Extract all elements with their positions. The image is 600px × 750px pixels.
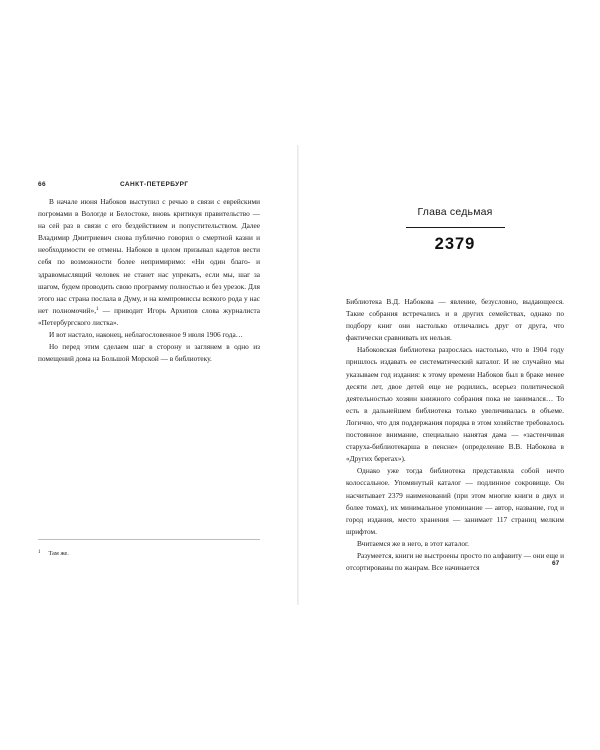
chapter-rule xyxy=(406,227,505,228)
paragraph: И вот настало, наконец, неблагословенное 9 июля 1906 года… xyxy=(49,330,243,340)
running-header xyxy=(38,181,288,193)
footnote xyxy=(38,548,260,558)
paragraph: Библиотека В.Д. Набокова — явление, безусловно, выдающееся. Такие собрания встречались и в других семействах, однако по подбору книг они настолько отличались друг от друга, что фактически сравнивать их нельзя. xyxy=(346,297,564,343)
running-head-title: САНКТ-ПЕТЕРБУРГ xyxy=(120,181,189,188)
paragraph: Набоковская библиотека разрослась настолько, что в 1904 году пришлось издавать ее систематический каталог. И не случайно мы указываем год издания: к этому времени Набоков был в браке менее десяти лет, двое детей еще не родились, всерьез политической деятельностью хозяин книжного собрания пока не занимался… То есть в дальнейшем библиотека только увеличивалась в объеме. Логично, что для поддержания порядка в этом хозяйстве требовалось постоянное внимание, специально нанятая дама — «застенчивая старуха-библиотекарша в пенсне» (определение В.В. Набокова в «Других берегах»). xyxy=(346,345,564,464)
paragraph: Вчитаемся же в него, в этот каталог. xyxy=(357,538,469,548)
paragraph: Но перед этим сделаем шаг в сторону и заглянем в одно из помещений дома на Большой Морской — в библиотеку. xyxy=(38,342,260,364)
footnote-text: Там же. xyxy=(48,550,69,557)
footnote-divider xyxy=(38,539,260,540)
left-page-number: 66 xyxy=(38,181,47,188)
paragraph: Разумеется, книги не выстроены просто по алфавиту — они еще и отсортированы по жанрам. Все начинается xyxy=(346,550,564,573)
paragraph: Однако уже тогда библиотека представляла собой нечто колоссальное. Упомянутый каталог — подлинное сокровище. Он насчитывает 2379 наименований (при этом многие книги в двух и более томах), их минимальное упоминание — автор, название, год и город издания, место хранения — занимает 117 страниц мелким шрифтом. xyxy=(346,466,564,536)
paragraph: В начале июня Набоков выступил с речью в связи с еврейскими погромами в Вологде и Белостоке, вновь критикуя правительство — на сей раз в связи с его бездействием и попустительством. Далее Владимир Дмитриевич снова публично говорил о смертной казни и необходимости ее отмены. Набоков в целом призывал кадетов вести себя по возможности более непримиримо: «Ни один благо- и здравомыслящий человек не станет нас упрекать, если мы, шаг за шагом, будем проводить свою программу полностью и без урезок. Для этого нас страна послала в Думу, и на компромиссы всякого рода у нас нет полномочий»,$^1$ — приводит Игорь Архипов слова журналиста «Петербургского листка». xyxy=(38,197,260,327)
chapter-label: Глава седьмая xyxy=(417,206,493,218)
right-page-number: 67 xyxy=(552,560,560,567)
footnote-mark: 1 xyxy=(38,550,41,555)
right-page xyxy=(302,0,600,750)
book-gutter xyxy=(297,145,299,605)
footnote-ref: 1 xyxy=(96,306,99,312)
right-body-text xyxy=(346,296,564,574)
chapter-heading xyxy=(346,206,564,254)
left-body-text xyxy=(38,196,260,365)
left-page xyxy=(0,0,298,750)
chapter-title: 2379 xyxy=(434,235,476,254)
